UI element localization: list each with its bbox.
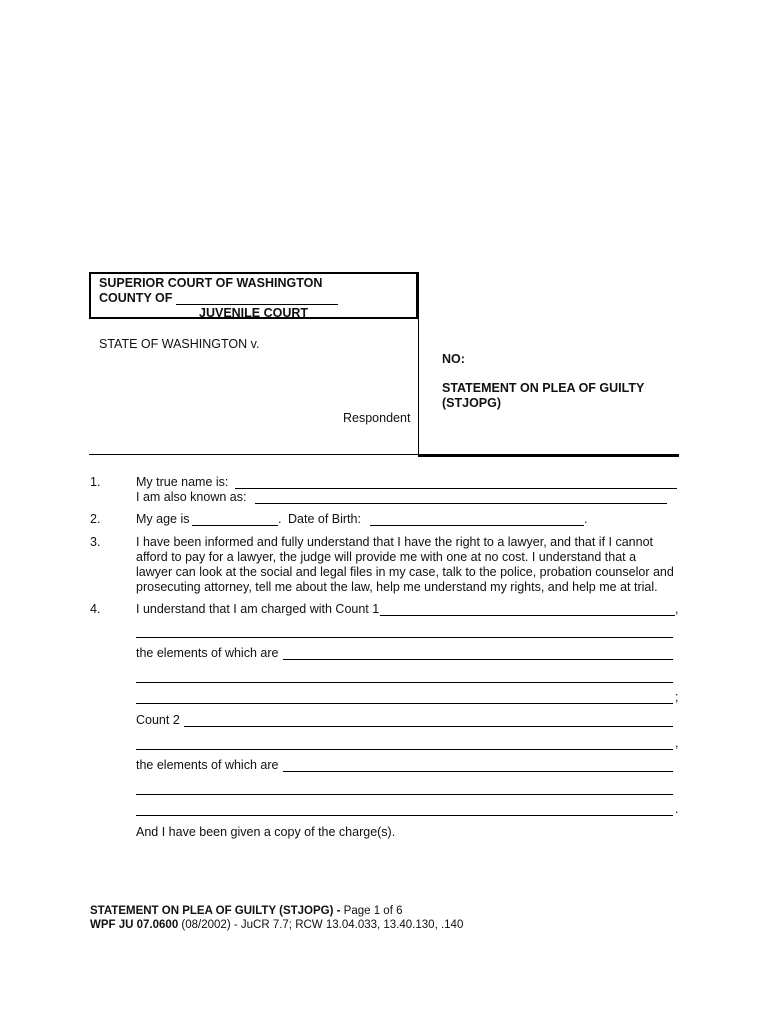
paragraph-3-line2: afford to pay for a lawyer, the judge will provide me with one at no cost. I understand that a [136,550,637,564]
elements-2-period: . [675,802,679,816]
footer-form-id: WPF JU 07.0600 [90,919,179,931]
item-number-4: 4. [90,602,101,616]
caption-bottom-rule-right [418,454,679,457]
count-2-comma: , [675,736,679,750]
paragraph-3-line4: prosecuting attorney, tell me about the law, help me understand my rights, and help me at trial. [136,580,658,594]
age-period: . [278,512,282,526]
paragraph-3-line3: lawyer can look at the social and legal files in my case, talk to the police, probation counselor and [136,565,674,579]
charge-copy-statement: And I have been given a copy of the charge(s). [136,825,396,839]
footer-form-line [90,918,463,933]
respondent-label: Respondent [343,411,411,425]
elements-1-semicolon: ; [675,690,679,704]
footer-title-line [90,904,402,919]
item-number-3: 3. [90,535,101,549]
document-title-line1: STATEMENT ON PLEA OF GUILTY [442,381,645,395]
document-title-line2: (STJOPG) [442,396,502,410]
paragraph-3-line1: I have been informed and fully understand that I have the right to a lawyer, and that if I cannot [136,535,653,549]
true-name-field[interactable] [235,474,677,489]
count-1-label: I understand that I am charged with Count 1 [136,602,380,616]
elements-2-line2-field[interactable] [136,780,673,795]
elements-2-label: the elements of which are [136,758,279,772]
count-1-field[interactable] [380,601,675,616]
count-2-field[interactable] [184,712,673,727]
count-2-label: Count 2 [136,713,180,727]
footer-page-number: Page 1 of 6 [343,905,403,917]
court-name-line3: JUVENILE COURT [199,306,309,320]
caption-divider [418,272,419,456]
elements-2-line3-field[interactable] [136,801,673,816]
item-number-2: 2. [90,512,101,526]
footer-title: STATEMENT ON PLEA OF GUILTY (STJOPG) - [90,905,341,917]
age-field[interactable] [192,511,278,526]
elements-2-field[interactable] [283,757,673,772]
court-name-line1: SUPERIOR COURT OF WASHINGTON [99,276,323,290]
dob-label: Date of Birth: [288,512,361,526]
count-1-continued-field[interactable] [136,623,673,638]
county-label: COUNTY OF [99,291,173,305]
case-number-label: NO: [442,352,465,366]
elements-1-field[interactable] [283,645,673,660]
elements-1-label: the elements of which are [136,646,279,660]
true-name-label: My true name is: [136,475,229,489]
item-number-1: 1. [90,475,101,489]
dob-field[interactable] [370,511,584,526]
age-label: My age is [136,512,190,526]
aka-label: I am also known as: [136,490,247,504]
county-field[interactable] [176,290,338,305]
footer-citation: (08/2002) - JuCR 7.7; RCW 13.04.033, 13.40.130, .140 [181,919,464,931]
party-name: STATE OF WASHINGTON v. [99,337,260,351]
aka-field[interactable] [255,489,667,504]
count-2-continued-field[interactable] [136,735,673,750]
elements-1-line2-field[interactable] [136,668,673,683]
count-1-comma: , [675,602,679,616]
dob-period: . [584,512,588,526]
elements-1-line3-field[interactable] [136,689,673,704]
